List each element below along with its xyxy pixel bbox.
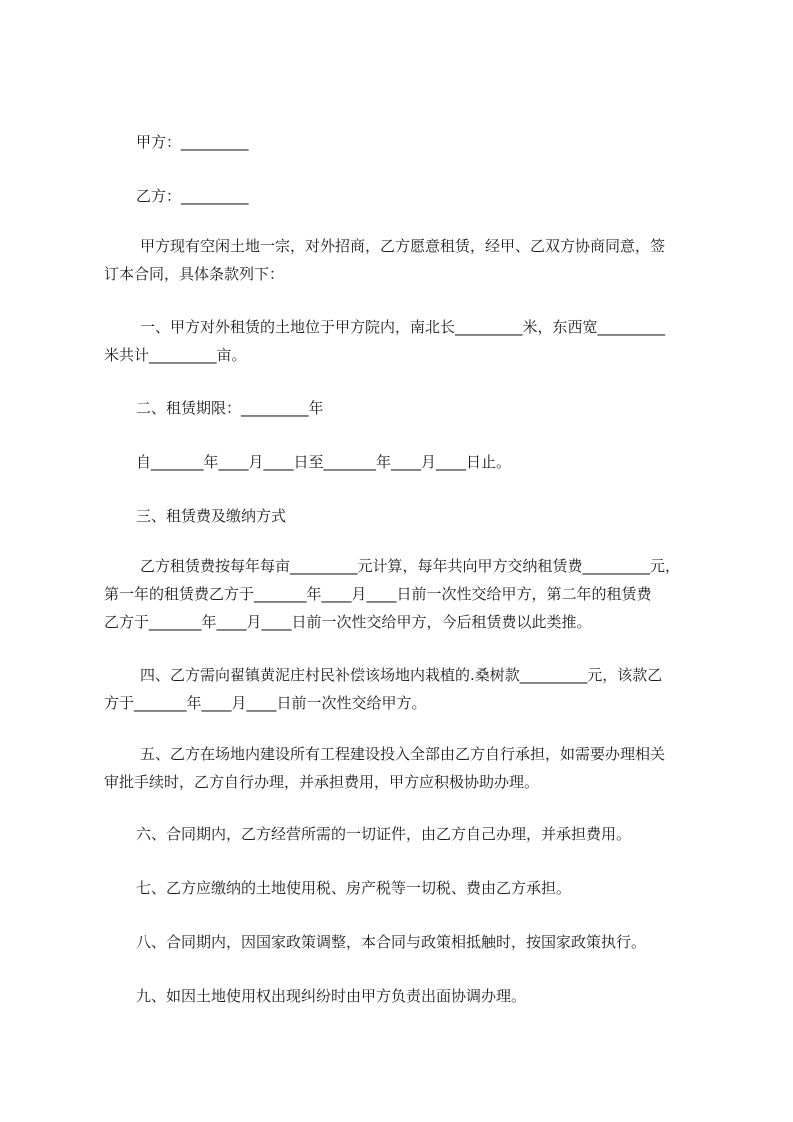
clause-9-text: 九、如因土地使用权出现纠纷时由甲方负责出面协调办理。 <box>136 987 527 1005</box>
clause-1 <box>104 313 704 369</box>
clause-5-line-1: 五、乙方在场地内建设所有工程建设投入全部由乙方自行承担，如需要办理相关 <box>140 745 666 763</box>
clause-3-title-text: 三、租赁费及缴纳方式 <box>136 507 287 525</box>
clause-3-line-1: 乙方租赁费按每年每亩_________元计算，每年共向甲方交纳租赁费_________元， <box>140 557 681 575</box>
intro-line-1: 甲方现有空闲土地一宗，对外招商，乙方愿意租赁，经甲、乙双方协商同意，签 <box>140 237 666 255</box>
clause-2-dates <box>104 448 736 476</box>
clause-8-text: 八、合同期内，因国家政策调整，本合同与政策相抵触时，按国家政策执行。 <box>136 933 647 951</box>
intro-paragraph <box>104 232 704 288</box>
clause-2-line-1: 二、租赁期限：_________年 <box>136 399 324 417</box>
clause-1-line-1: 一、甲方对外租赁的土地位于甲方院内，南北长_________米，东西宽_________ <box>140 318 666 336</box>
party-a-line <box>104 128 736 156</box>
clause-6 <box>104 820 736 848</box>
clause-3-line-2: 第一年的租赁费乙方于_______年____月____日前一次性交给甲方，第二年的租赁费 <box>104 585 652 603</box>
clause-9 <box>104 982 736 1010</box>
clause-3-title <box>104 502 736 530</box>
clause-3-line-3: 乙方于_______年____月____日前一次性交给甲方，今后租赁费以此类推。 <box>104 613 592 631</box>
party-b-text: 乙方：_________ <box>136 187 249 205</box>
clause-4-line-2: 方于_______年____月____日前一次性交给甲方。 <box>104 694 427 712</box>
clause-6-text: 六、合同期内，乙方经营所需的一切证件，由乙方自己办理，并承担费用。 <box>136 825 632 843</box>
clause-7-text: 七、乙方应缴纳的土地使用税、房产税等一切税、费由乙方承担。 <box>136 879 572 897</box>
clause-5-line-2: 审批手续时，乙方自行办理，并承担费用，甲方应积极协助办理。 <box>104 773 540 791</box>
clause-7 <box>104 874 736 902</box>
party-b-line <box>104 182 736 210</box>
clause-4 <box>104 661 704 717</box>
party-a-text: 甲方：_________ <box>136 133 249 151</box>
intro-line-2: 订本合同，具体条款列下： <box>104 265 285 283</box>
clause-4-line-1: 四、乙方需向翟镇黄泥庄村民补偿该场地内栽植的.桑树款_________元，该款乙 <box>140 666 663 684</box>
clause-2-line-2: 自_______年____月____日至_______年____月____日止。 <box>136 453 512 471</box>
clause-3-body <box>104 552 704 636</box>
clause-8 <box>104 928 736 956</box>
clause-5 <box>104 740 704 796</box>
clause-2-title <box>104 394 736 422</box>
clause-1-line-2: 米共计_________亩。 <box>104 346 247 364</box>
